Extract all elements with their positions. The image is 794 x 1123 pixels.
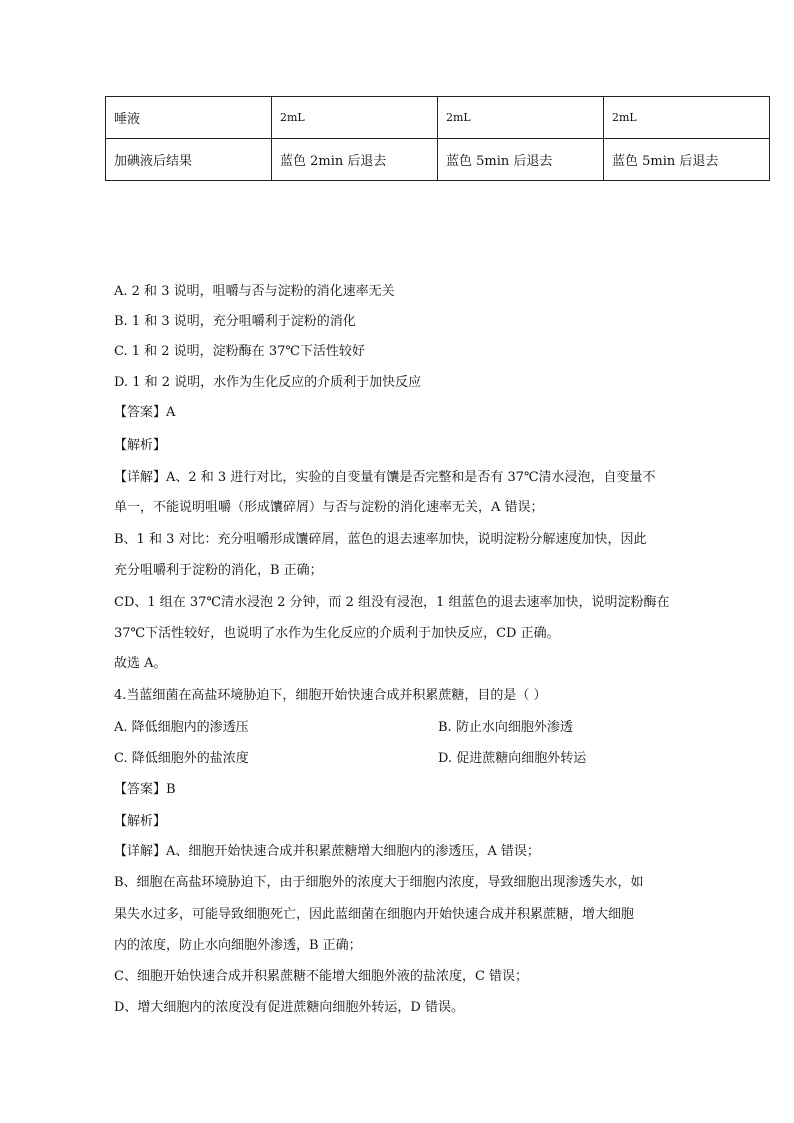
experiment-table — [105, 96, 770, 181]
q4-option-c: C. 降低细胞外的盐浓度 — [114, 751, 249, 766]
table-cell: 2mL — [272, 97, 438, 139]
q4-detail-line: C、细胞开始快速合成并积累蔗糖不能增大细胞外液的盐浓度，C 错误； — [114, 969, 529, 984]
table-cell: 唾液 — [106, 97, 272, 139]
q3-conclusion: 故选 A。 — [114, 656, 167, 671]
q4-option-d: D. 促进蔗糖向细胞外转运 — [438, 751, 587, 766]
q3-analysis-heading: 【解析】 — [114, 438, 167, 453]
table-row — [106, 97, 770, 139]
table-cell: 2mL — [438, 97, 604, 139]
q3-detail-line: 【详解】A、2 和 3 进行对比，实验的自变量有馕是否完整和是否有 37℃清水浸泡，自变量不 — [114, 470, 656, 485]
q3-detail-line: 充分咀嚼利于淀粉的消化，B 正确； — [114, 563, 323, 578]
q4-option-b: B. 防止水向细胞外渗透 — [438, 720, 573, 735]
q3-answer: 【答案】A — [114, 405, 176, 420]
q3-detail-line: CD、1 组在 37℃清水浸泡 2 分钟，而 2 组没有浸泡，1 组蓝色的退去速率加快，说明淀粉酶在 — [114, 595, 670, 610]
q4-detail-line: 【详解】A、细胞开始快速合成并积累蔗糖增大细胞内的渗透压，A 错误； — [114, 844, 540, 859]
q3-detail-line: 37℃下活性较好，也说明了水作为生化反应的介质利于加快反应，CD 正确。 — [114, 626, 560, 641]
q3-option-a: A. 2 和 3 说明，咀嚼与否与淀粉的消化速率无关 — [114, 284, 395, 299]
table-cell: 蓝色 5min 后退去 — [604, 139, 770, 181]
q3-option-b: B. 1 和 3 说明，充分咀嚼利于淀粉的消化 — [114, 314, 356, 329]
q4-question: 4.当蓝细菌在高盐环境胁迫下，细胞开始快速合成并积累蔗糖，目的是（ ） — [114, 688, 547, 703]
q3-detail-line: 单一，不能说明咀嚼（形成馕碎屑）与否与淀粉的消化速率无关，A 错误； — [114, 500, 544, 515]
q3-option-d: D. 1 和 2 说明，水作为生化反应的介质利于加快反应 — [114, 375, 422, 390]
q4-detail-line: D、增大细胞内的浓度没有促进蔗糖向细胞外转运，D 错误。 — [114, 1000, 464, 1015]
table-cell: 2mL — [604, 97, 770, 139]
q4-detail-line: 果失水过多，可能导致细胞死亡，因此蓝细菌在细胞内开始快速合成并积累蔗糖，增大细胞 — [114, 907, 635, 922]
table-row — [106, 139, 770, 181]
table-cell: 加碘液后结果 — [106, 139, 272, 181]
table-cell: 蓝色 2min 后退去 — [272, 139, 438, 181]
q4-option-a: A. 降低细胞内的渗透压 — [114, 720, 249, 735]
q4-analysis-heading: 【解析】 — [114, 814, 167, 829]
table-cell: 蓝色 5min 后退去 — [438, 139, 604, 181]
q3-option-c: C. 1 和 2 说明，淀粉酶在 37℃下活性较好 — [114, 344, 365, 359]
q4-detail-line: 内的浓度，防止水向细胞外渗透，B 正确； — [114, 938, 362, 953]
q3-detail-line: B、1 和 3 对比：充分咀嚼形成馕碎屑，蓝色的退去速率加快，说明淀粉分解速度加快，因此 — [114, 532, 647, 547]
q4-detail-line: B、细胞在高盐环境胁迫下，由于细胞外的浓度大于细胞内浓度，导致细胞出现渗透失水，如 — [114, 875, 644, 890]
q4-answer: 【答案】B — [114, 782, 176, 797]
